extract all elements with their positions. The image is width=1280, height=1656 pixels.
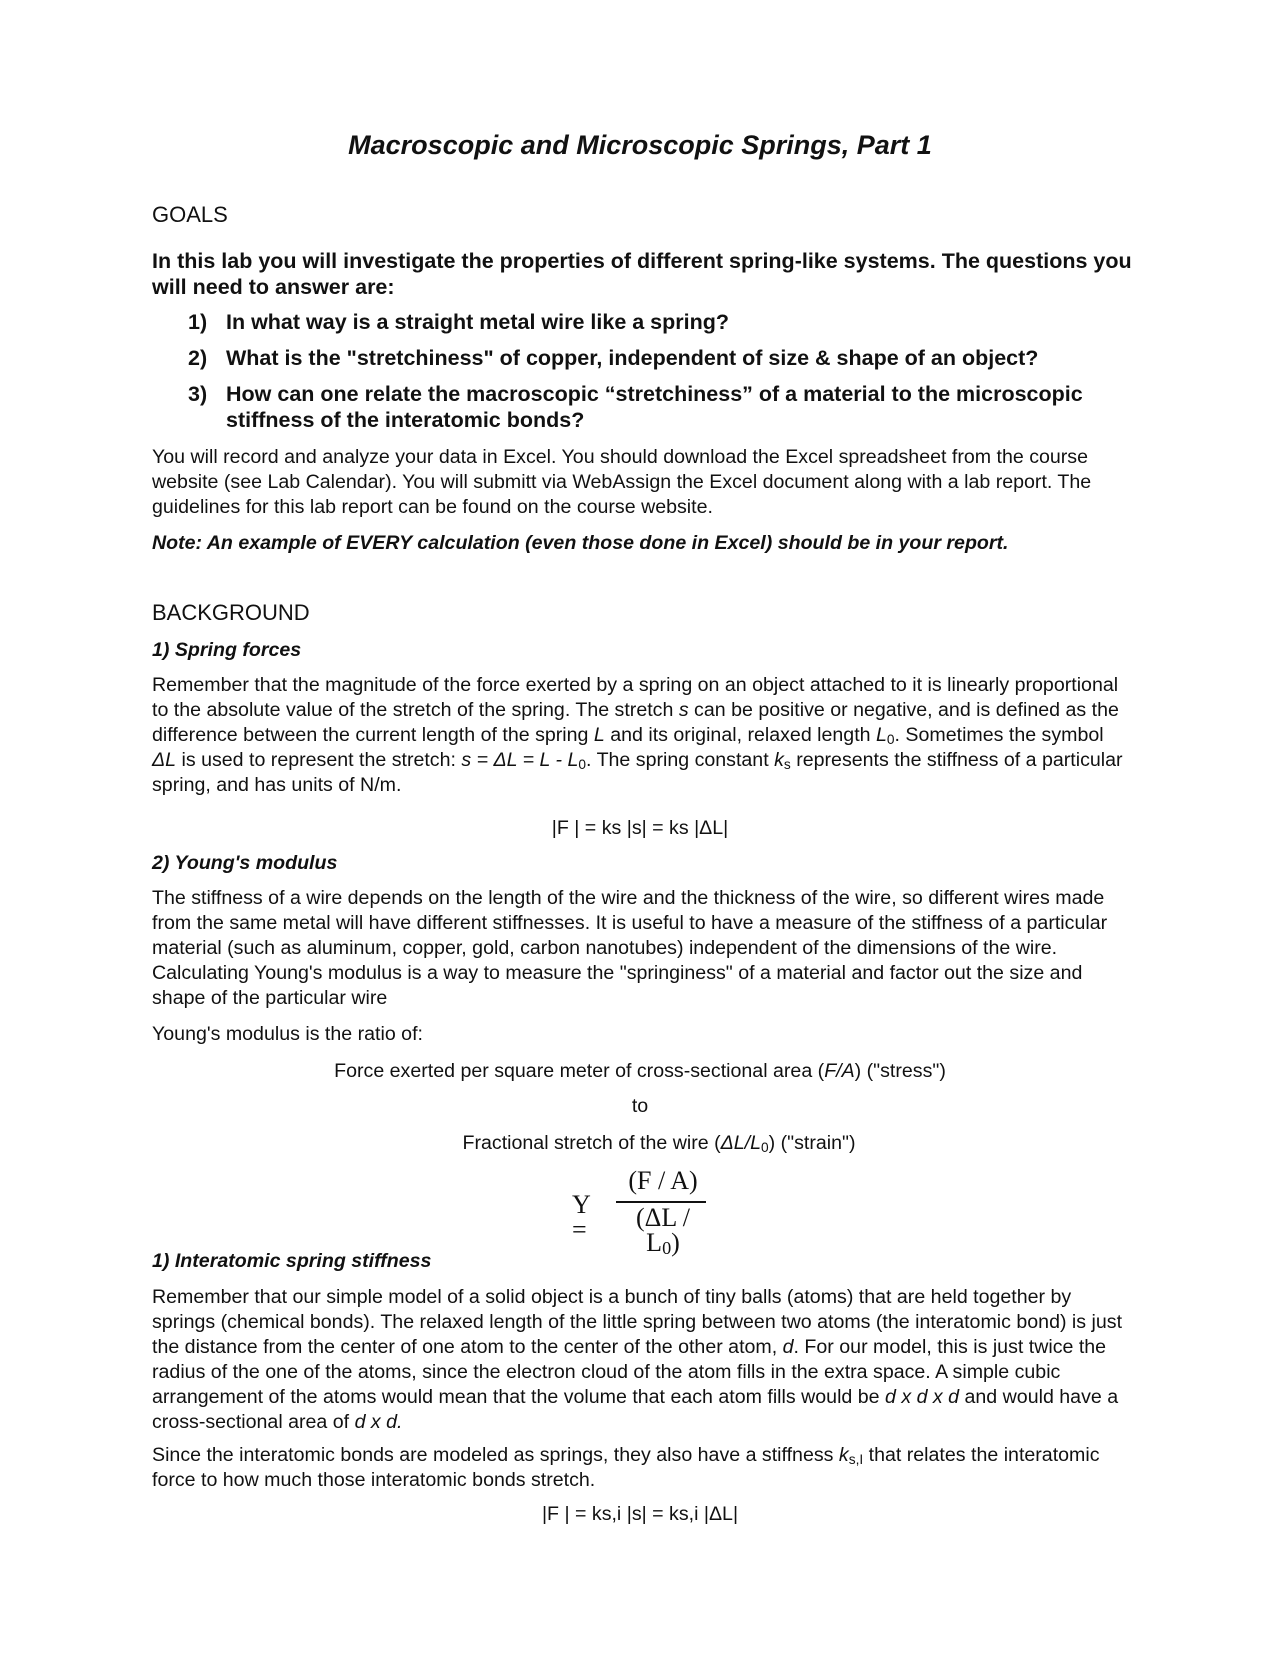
youngs-paragraph: The stiffness of a wire depends on the length of the wire and the thickness of the wire, so different wires made from the same metal will have different stiffnesses. It is useful to have a measure of the stiffness of a particular material (such as aluminum, copper, gold, carbon nanotubes) independent of the dimensions of the wire. Calculating Young's modulus is a way to measure the "springiness" of a material and factor out the size and shape of the particular wire <box>152 887 1108 1009</box>
equation-numerator: (F / A) <box>628 1166 698 1195</box>
page-title: Macroscopic and Microscopic Springs, Part 1 <box>348 130 932 160</box>
excel-paragraph: You will record and analyze your data in Excel. You should download the Excel spreadsheet from the course website (see Lab Calendar). You will submitt via WebAssign the Excel document along with a lab report. The guidelines for this lab report can be found on the course website. <box>152 446 1092 518</box>
interatomic-force-equation: |F | = ks,i |s| = ks,i |ΔL| <box>541 1503 739 1525</box>
strain-line: Fractional stretch of the wire $(\Delta L/L_0)$ ("strain") <box>462 1132 856 1155</box>
stress-line: Force exerted per square meter of cross-sectional area (F/A) ("stress") <box>334 1060 946 1082</box>
spring-forces-heading: 1) Spring forces <box>152 639 302 661</box>
goal-number: 2) <box>188 346 208 370</box>
goals-heading: GOALS <box>152 202 228 227</box>
goal-text: How can one relate the macroscopic “stretchiness” of a material to the microscopic stiffness of the interatomic bonds? <box>226 382 1083 432</box>
equation-denominator: $(\Delta L / L_0)$ <box>635 1203 691 1258</box>
background-heading: BACKGROUND <box>152 600 310 625</box>
spring-force-equation: |F | = ks |s| = ks |ΔL| <box>551 817 729 839</box>
note-text: Note: An example of EVERY calculation (even those done in Excel) should be in your report. <box>152 532 1009 554</box>
interatomic-paragraph-1: Remember that our simple model of a solid object is a bunch of tiny balls (atoms) that are held together by springs (chemical bonds). The relaxed length of the little spring between two atoms (the interatomic bond) is just the distance from the center of one atom to the center of the other atom, d. For our model, this is just twice the radius of the one of the atoms, since the electron cloud of the atom fills in the extra space. A simple cubic arrangement of the atoms would mean that the volume that each atom fills would be d x d x d and would have a cross-sectional area of d x d. <box>152 1286 1123 1433</box>
spring-forces-paragraph: Remember that the magnitude of the force exerted by a spring on an object attached to it is linearly proportional to the absolute value of the stretch of the spring. The stretch s can be positive or negative, and is defined as the difference between the current length of the spring L and its original, relaxed length $L_0$. Sometimes the symbol ΔL is used to represent the stretch: $s = \Delta L = L - L_0$. The spring constant $k_s$ represents the stiffness of a particular spring, and has units of N/m. <box>152 674 1123 796</box>
equation-lhs: Y = <box>572 1190 590 1244</box>
goals-intro: In this lab you will investigate the properties of different spring-like systems. The questions you will need to answer are: <box>152 249 1132 299</box>
goal-text: In what way is a straight metal wire like a spring? <box>226 310 730 334</box>
interatomic-paragraph-2: Since the interatomic bonds are modeled as springs, they also have a stiffness $k_{s,I}$ that relates the interatomic force to how much those interatomic bonds stretch. <box>152 1444 1100 1491</box>
goal-number: 3) <box>188 382 208 406</box>
goal-number: 1) <box>188 310 208 334</box>
youngs-modulus-heading: 2) Young's modulus <box>152 852 338 874</box>
goal-text: What is the "stretchiness" of copper, independent of size & shape of an object? <box>226 346 1039 370</box>
to-line: to <box>631 1095 649 1117</box>
interatomic-heading: 1) Interatomic spring stiffness <box>152 1250 432 1272</box>
youngs-ratio-intro: Young's modulus is the ratio of: <box>152 1023 423 1045</box>
